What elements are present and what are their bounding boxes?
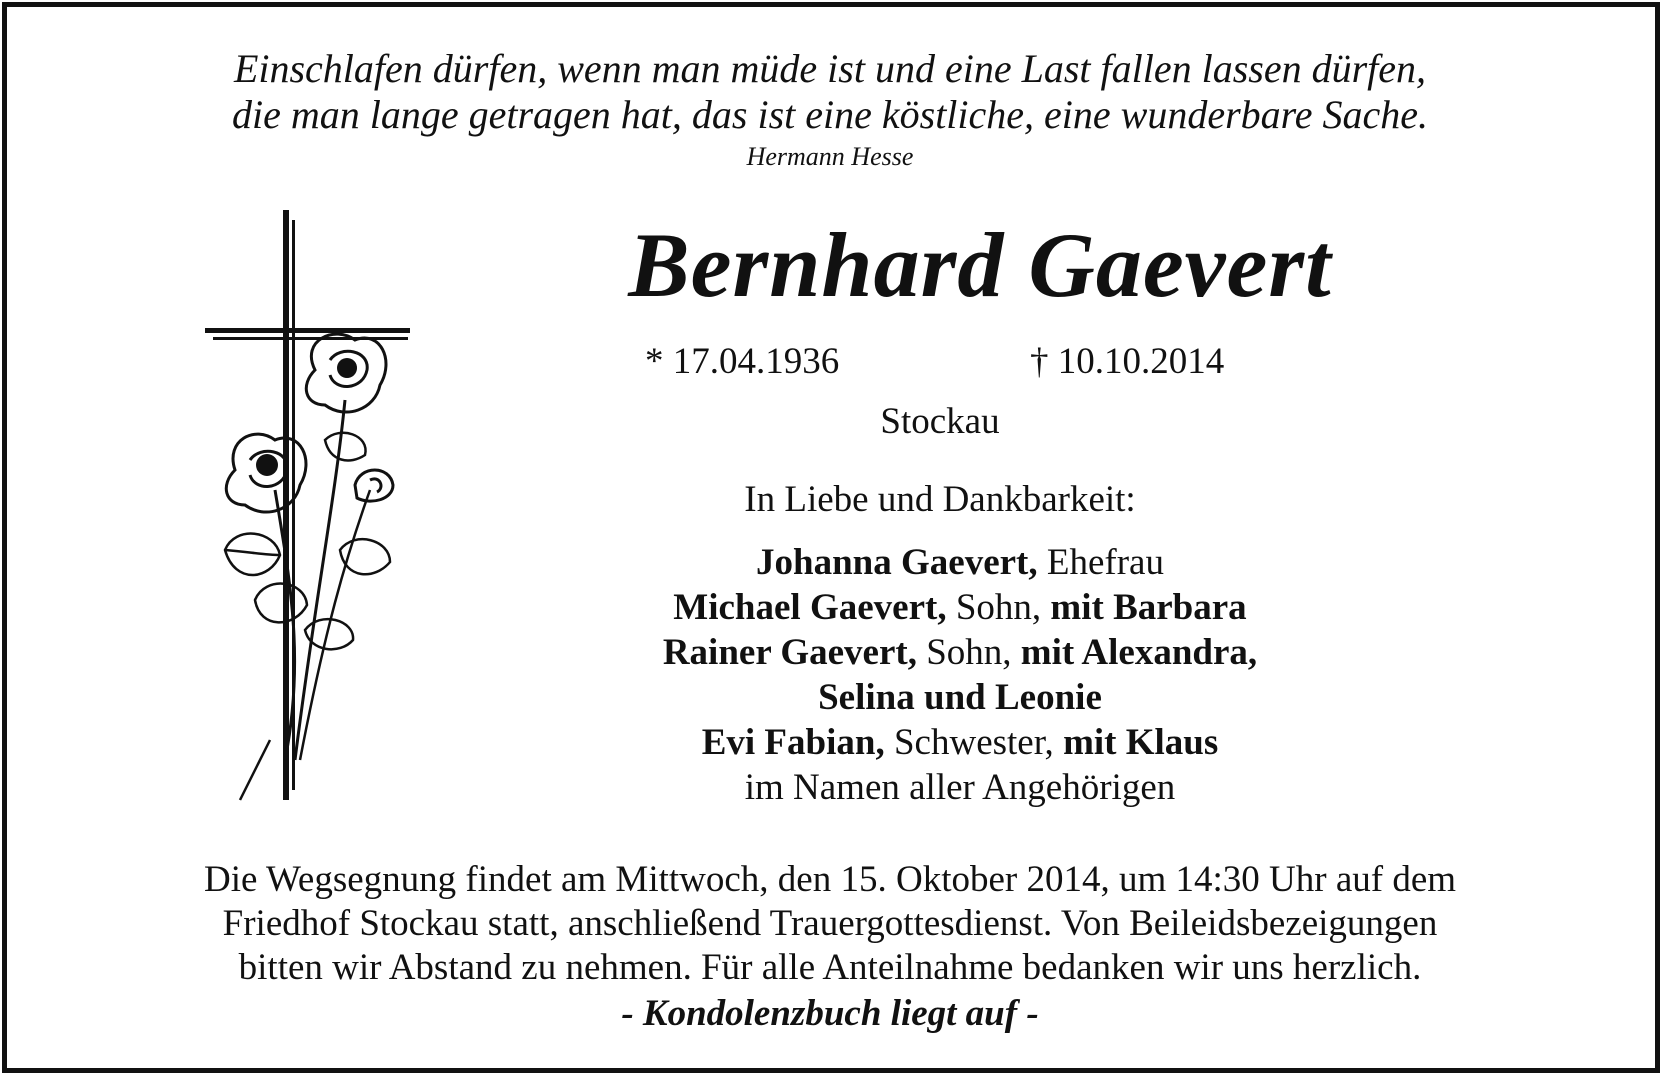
notice-line-2: Friedhof Stockau statt, anschließend Trauergottesdienst. Von Beileidsbezeigungen bbox=[222, 903, 1438, 944]
mourner-line: Rainer Gaevert, Sohn, mit Alexandra, bbox=[662, 632, 1258, 673]
cross-with-roses-icon bbox=[195, 200, 425, 810]
mourner-line: Johanna Gaevert, Ehefrau bbox=[756, 542, 1164, 583]
mourner-line: Evi Fabian, Schwester, mit Klaus bbox=[701, 722, 1219, 763]
quote-author: Hermann Hesse bbox=[746, 142, 914, 171]
deceased-name: Bernhard Gaevert bbox=[628, 214, 1332, 316]
quote-line-1: Einschlafen dürfen, wenn man müde ist und eine Last fallen lassen dürfen, bbox=[233, 46, 1427, 91]
mourner-line: im Namen aller Angehörigen bbox=[744, 767, 1176, 808]
condolence-book-note: - Kondolenzbuch liegt auf - bbox=[621, 993, 1039, 1034]
mourners-list bbox=[520, 540, 1400, 810]
mourner-line: Michael Gaevert, Sohn, mit Barbara bbox=[673, 587, 1247, 628]
service-notice bbox=[0, 858, 1660, 990]
place: Stockau bbox=[880, 401, 1000, 442]
birth-date: * 17.04.1936 bbox=[645, 341, 840, 382]
notice-line-3: bitten wir Abstand zu nehmen. Für alle Anteilnahme bedanken wir uns herzlich. bbox=[238, 947, 1422, 988]
mourner-line: Selina und Leonie bbox=[818, 677, 1102, 718]
death-date: † 10.10.2014 bbox=[1030, 341, 1225, 382]
mourners-intro: In Liebe und Dankbarkeit: bbox=[744, 479, 1136, 520]
quote-line-2: die man lange getragen hat, das ist eine köstliche, eine wunderbare Sache. bbox=[231, 92, 1429, 137]
notice-line-1: Die Wegsegnung findet am Mittwoch, den 15. Oktober 2014, um 14:30 Uhr auf dem bbox=[203, 859, 1457, 900]
